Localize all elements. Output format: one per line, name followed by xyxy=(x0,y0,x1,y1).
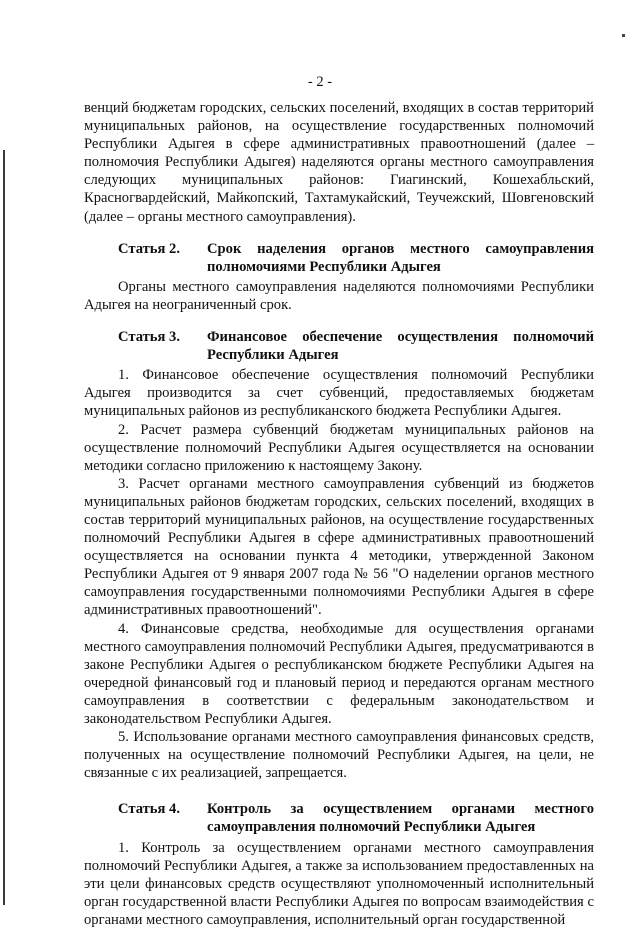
document-body xyxy=(84,99,594,929)
scan-edge-line xyxy=(3,150,5,905)
article-2-paragraph: Органы местного самоуправления наделяются полномочиями Республики Адыгея на неограниченный срок. xyxy=(84,278,594,313)
article-number: Статья 4. xyxy=(118,801,180,818)
article-3-paragraph-3: 3. Расчет органами местного самоуправления субвенций из бюджетов муниципальных районов бюджетам городских, сельских поселений, входящих в состав территорий муниципальных районов, на осуществление государственных полномочий Республики Адыгея в сфере административных правоотношений осуществляется на основании пункта 4 методики, утвержденной Законом Республики Адыгея от 9 января 2007 года № 56 "О наделении органов местного самоуправления государственными полномочиями Республики Адыгея в сфере административных правоотношений". xyxy=(84,475,594,619)
article-3-paragraph-1: 1. Финансовое обеспечение осуществления полномочий Республики Адыгея производится за счет субвенций, предоставляемых бюджетам муниципальных районов из республиканского бюджета Республики Адыгея. xyxy=(84,367,594,420)
article-title: Контроль за осуществлением органами местного самоуправления полномочий Республики Адыгея xyxy=(207,801,594,836)
article-3-heading xyxy=(84,328,594,364)
article-3-paragraph-4: 4. Финансовые средства, необходимые для осуществления органами местного самоуправления полномочий Республики Адыгея, предусматриваются в законе Республики Адыгея о республиканском бюджете Республики Адыгея на очередной финансовый год и плановый период и передаются органам местного самоуправления в соответствии с федеральным законодательством и законодательством Республики Адыгея. xyxy=(84,620,594,727)
article-4-paragraph-1: 1. Контроль за осуществлением органами местного самоуправления полномочий Республики Адыгея, а также за использованием предоставленных на эти цели финансовых средств осуществляют уполномоченный исполнительный орган государственной власти Республики Адыгея по вопросам взаимодействия с органами местного самоуправления, исполнительный орган государственной xyxy=(84,839,594,928)
article-4-heading xyxy=(84,800,594,836)
article-title: Финансовое обеспечение осуществления полномочий Республики Адыгея xyxy=(207,329,594,364)
article-2-heading xyxy=(84,240,594,276)
page-number: - 2 - xyxy=(307,74,333,90)
article-3-paragraph-2: 2. Расчет размера субвенций бюджетам муниципальных районов на осуществление полномочий Республики Адыгея осуществляется на основании методики согласно приложению к настоящему Закону. xyxy=(84,421,594,474)
article-number: Статья 3. xyxy=(118,329,180,346)
article-3-paragraph-5: 5. Использование органами местного самоуправления финансовых средств, полученных на осуществление полномочий Республики Адыгея, на цели, не связанные с их реализацией, запрещается. xyxy=(84,729,594,782)
article-number: Статья 2. xyxy=(118,240,180,257)
intro-paragraph: венций бюджетам городских, сельских поселений, входящих в состав территорий муниципальных районов, на осуществление государственных полномочий Республики Адыгея в сфере административных правоотношений (далее – полномочия Республики Адыгея) наделяются органы местного самоуправления следующих муниципальных районов: Гиагинский, Кошехабльский, Красногвардейский, Майкопский, Тахтамукайский, Теучежский, Шовгеновский (далее – органы местного самоуправления). xyxy=(84,100,594,225)
article-title: Срок наделения органов местного самоуправления полномочиями Республики Адыгея xyxy=(207,240,594,275)
scan-speck xyxy=(622,34,625,37)
